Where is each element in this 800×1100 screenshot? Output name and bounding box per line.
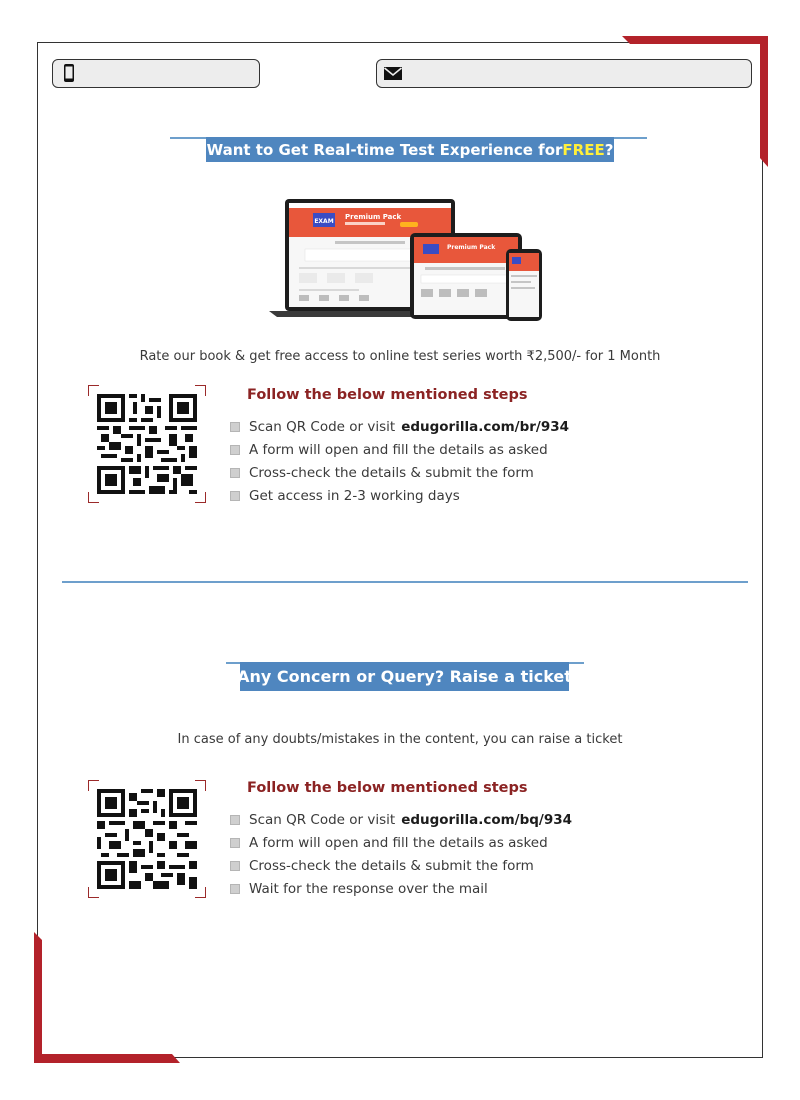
corner-decoration-top-right — [620, 34, 770, 169]
mail-icon — [383, 64, 403, 84]
list-item: Scan QR Code or visit edugorilla.com/br/934 — [230, 415, 569, 438]
qr-code-icon — [97, 789, 197, 889]
qr-code-test-series[interactable] — [88, 385, 206, 503]
test-series-link[interactable]: edugorilla.com/br/934 — [401, 418, 570, 435]
offer-steps-title: Follow the below mentioned steps — [247, 387, 528, 403]
list-item: Cross-check the details & submit the form — [230, 854, 572, 877]
query-banner: Any Concern or Query? Raise a ticket — [240, 662, 569, 691]
offer-banner — [206, 137, 614, 162]
raise-ticket-link[interactable]: edugorilla.com/bq/934 — [401, 811, 573, 828]
query-steps-list — [230, 808, 572, 900]
qr-code-icon — [97, 394, 197, 494]
qr-code-raise-ticket[interactable] — [88, 780, 206, 898]
offer-banner-text: Want to Get Real-time Test Experience for — [206, 140, 563, 159]
list-item: A form will open and fill the details as asked — [230, 831, 572, 854]
list-item: Scan QR Code or visit edugorilla.com/bq/934 — [230, 808, 572, 831]
query-caption: In case of any doubts/mistakes in the content, you can raise a ticket — [177, 732, 623, 747]
laptop-screen-title: Premium Pack — [345, 213, 402, 221]
offer-steps-list — [230, 415, 569, 507]
corner-decoration-bottom-left — [32, 930, 182, 1065]
offer-banner-end: ? — [604, 140, 614, 159]
phone-field — [52, 59, 260, 88]
list-item: Wait for the response over the mail — [230, 877, 572, 900]
devices-illustration — [265, 197, 545, 327]
offer-banner-highlight: FREE — [562, 140, 605, 159]
list-item: Cross-check the details & submit the form — [230, 461, 569, 484]
email-field — [376, 59, 752, 88]
list-item: Get access in 2-3 working days — [230, 484, 569, 507]
section-divider — [62, 581, 748, 583]
tablet-screen-title: Premium Pack — [447, 244, 496, 251]
phone-icon — [59, 63, 79, 83]
laptop-screen-badge: EXAM — [314, 218, 334, 225]
list-item: A form will open and fill the details as asked — [230, 438, 569, 461]
page-frame — [37, 42, 763, 1058]
offer-caption: Rate our book & get free access to online test series worth ₹2,500/- for 1 Month — [139, 349, 661, 364]
query-steps-title: Follow the below mentioned steps — [247, 780, 528, 796]
